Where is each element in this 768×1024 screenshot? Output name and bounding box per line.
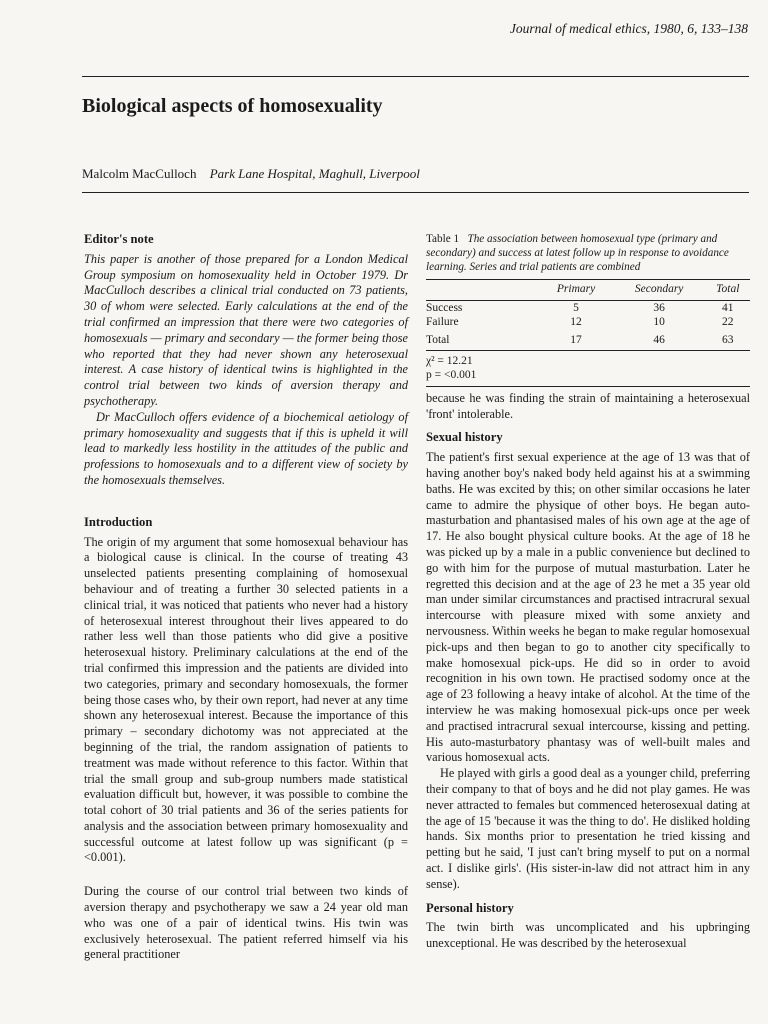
chi-square-value: χ² = 12.21 — [426, 354, 473, 367]
author-affiliation: Park Lane Hospital, Maghull, Liverpool — [209, 166, 420, 181]
table-row — [426, 329, 750, 351]
editors-note-heading: Editor's note — [84, 232, 154, 246]
author-name: Malcolm MacCulloch — [82, 166, 197, 181]
table-cell: 17 — [539, 329, 612, 351]
editors-note-paragraph: Dr MacCulloch offers evidence of a biochemical aetiology of primary homosexuality and suggests that if this is upheld it will lead to markedly less hostility in the attitudes of the public and professions to homosexuals and to a different view of society by the homosexuals themselves. — [84, 409, 408, 487]
table-cell: 10 — [653, 315, 665, 328]
table-cell: 41 — [722, 301, 734, 314]
right-column — [426, 232, 750, 952]
table-header-row — [426, 280, 750, 301]
editors-note-paragraph: This paper is another of those prepared for a London Medical Group symposium on homosexuality held in October 1979. Dr MacCulloch describes a clinical trial conducted on 73 patients, 30 of whom were selected. Early calculations at the end of the trial confirmed an impression that there were two categories of homosexuals — primary and secondary — the former being those who reported that they had never shown any heterosexual interest. A case history of identical twins is highlighted in the control trial between two kinds of aversion therapy and psychotherapy. — [84, 251, 408, 408]
table-row-label: Failure — [426, 315, 459, 328]
sexual-history-paragraph: He played with girls a good deal as a younger child, preferring their company to that of boys and he did not play games. He was never attracted to females but commenced heterosexual dating at the age of 15 'because it was the thing to do'. He disliked holding hands. Six months prior to presentation he tried kissing and petting but he said, 'I just can't bring myself to put on a normal act. I dislike girls'. (His sister-in-law did not attract him in any sense). — [426, 766, 750, 891]
introduction-paragraph: The origin of my argument that some homosexual behaviour has a biological cause is clinical. In the course of treating 43 unselected patients presenting complaining of homosexual behaviour and of treating a further 30 selected patients in a clinical trial, it was noticed that patients who never had a history of heterosexual interest throughout their lives appeared to do rather less well than those patients who did give a positive heterosexual history. Preliminary calculations at the end of the trial confirmed this impression and the patients are divided into two categories, primary and secondary homosexuals, the former being those cases who, by their own report, had never at any time shown any heterosexual interest. Because the importance of this primary – secondary dichotomy was not appreciated at the beginning of the trial, the random assignation of patients to treatment was made without reference to this factor. Within that trial the small group and sub-group numbers made statistical evaluation difficult but, however, it was possible to combine the total cohort of 30 trial patients and 36 of the series patients for analysis and the association between primary homosexuality and successful outcome at latest follow up was significant (p = <0.001). — [84, 534, 408, 865]
table-column-header: Primary — [539, 280, 612, 301]
table-row — [426, 300, 750, 315]
sexual-history-paragraph: The patient's first sexual experience at the age of 13 was that of having another boy's naked body held against his at a swimming baths. He was excited by this; on other similar occasions he later came to admire the physique of other boys. He began auto-masturbation and phantasised males of his own age at the age of 17. He also bought physical culture books. At the age of 18 he was picked up by a male in a public convenience but declined to go with him for the purpose of mutual masturbation. Later he regretted this decision and at the age of 23 he met a 35 year old man under similar circumstances and practised intracrural sexual intercourse with pleasure mixed with some anxiety and nervousness. Within weeks he began to make regular homosexual pick-ups and then began to go to another city specifically to make homosexual pick-ups. He did so in order to avoid recognition in his own town. He practised sodomy once at the age of 23 following a heavy intake of alcohol. At the time of the interview he was making homosexual pick-ups once per week and practised intracrural sexual intercourse, kissing and petting. His auto-masturbatory phantasy was of well-built males and various homosexual acts. — [426, 450, 750, 765]
results-table — [426, 279, 750, 351]
journal-citation: Journal of medical ethics, 1980, 6, 133–138 — [509, 21, 748, 36]
p-value: p = <0.001 — [426, 368, 477, 381]
table-row-label: Total — [426, 329, 539, 351]
table-cell: 36 — [653, 301, 665, 314]
personal-history-paragraph: The twin birth was uncomplicated and his upbringing unexceptional. He was described by the heterosexual — [426, 920, 750, 951]
table-row-label: Success — [426, 301, 463, 314]
table-caption — [426, 232, 750, 274]
sexual-history-heading: Sexual history — [426, 430, 503, 445]
table-cell: 63 — [706, 329, 750, 351]
personal-history-heading: Personal history — [426, 900, 514, 915]
right-body-text — [426, 391, 750, 952]
table-row — [426, 315, 750, 329]
table-column-header: Total — [706, 280, 750, 301]
introduction-section — [84, 515, 408, 964]
introduction-heading: Introduction — [84, 514, 153, 529]
table-label: Table 1 — [426, 233, 460, 245]
table-column-header: Secondary — [613, 280, 706, 301]
table-caption-text: The association between homosexual type (primary and secondary) and success at latest follow up in response to avoidance learning. Series and trial patients are combined — [426, 233, 729, 273]
editors-note — [84, 232, 408, 489]
table-cell: 5 — [573, 301, 579, 314]
article-title: Biological aspects of homosexuality — [82, 95, 383, 117]
introduction-paragraph: During the course of our control trial between two kinds of aversion therapy and psychotherapy we saw a 24 year old man who was one of a pair of identical twins. His twin was exclusively heterosexual. The patient referred himself via his general practitioner — [84, 884, 408, 962]
author-rule — [82, 192, 749, 193]
left-column — [84, 232, 408, 963]
continued-paragraph: because he was finding the strain of maintaining a heterosexual 'front' intolerable. — [426, 390, 750, 421]
table-cell: 46 — [613, 329, 706, 351]
header-rule — [82, 76, 749, 77]
author-line — [82, 166, 420, 182]
table-cell: 12 — [570, 315, 582, 328]
table-cell: 22 — [722, 315, 734, 328]
table-statistics — [426, 351, 750, 387]
